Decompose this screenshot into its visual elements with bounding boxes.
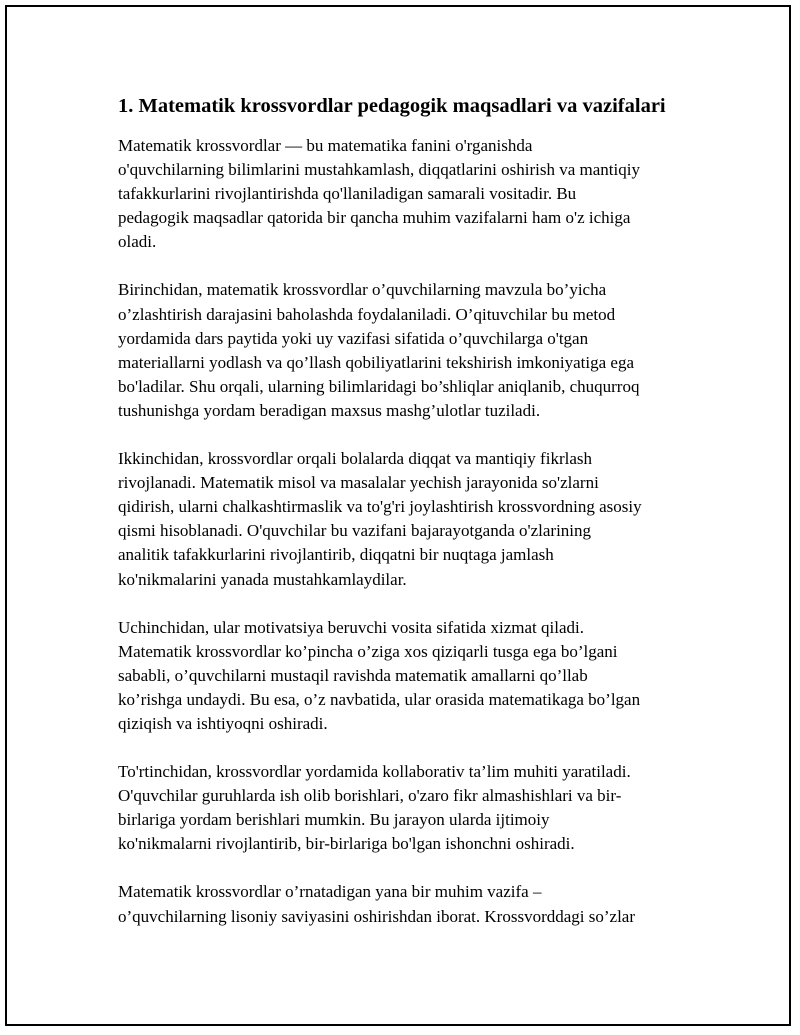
paragraph-third: Uchinchidan, ular motivatsiya beruvchi vosita sifatida xizmat qiladi. Matematik krossvordlar ko’pincha o’ziga xos qiziqarli tusga ega bo’lgani sababli, o’quvchilarni mustaqil ravishda matematik amallarni qo’llab ko’rishga undaydi. Bu esa, o’z navbatida, ular orasida matematikaga bo’lgan qiziqish va ishtiyoqni oshiradi. [118,617,641,733]
document-body [118,92,684,953]
paragraph-intro: Matematik krossvordlar — bu matematika fanini o'rganishda o'quvchilarning bilimlarini mustahkamlash, diqqatlarini oshirish va mantiqiy tafakkurlarini rivojlantirishda qo'llaniladigan samarali vositadir. Bu pedagogik maqsadlar qatorida bir qancha muhim vazifalarni ham o'z ichiga oladi. [118,136,640,252]
paragraph-first: Birinchidan, matematik krossvordlar o’quvchilarning mavzula bo’yicha o’zlashtirish darajasini baholashda foydalaniladi. O’qituvchilar bu metod yordamida dars paytida yoki uy vazifasi sifatida o’quvchilarga o'tgan materiallarni yodlash va qo’llash qobiliyatlarini tekshirish imkoniyatiga ega bo'ladilar. Shu orqali, ularning bilimlaridagi bo’shliqlar aniqlanib, chuqurroq tushunishga yordam beradigan maxsus mashg’ulotlar tuziladi. [118,280,640,420]
paragraph-fourth: To'rtinchidan, krossvordlar yordamida kollaborativ ta’lim muhiti yaratiladi. O'quvchilar guruhlarda ish olib borishlari, o'zaro fikr almashishlari va bir- birlariga yordam berishlari mumkin. Bu jarayon ularda ijtimoiy ko'nikmalarni rivojlantirib, bir-birlariga bo'lgan ishonchni oshiradi. [118,762,631,854]
paragraph-fifth: Matematik krossvordlar o’rnatadigan yana bir muhim vazifa – o’quvchilarning lisoniy saviyasini oshirishdan iborat. Krossvorddagi so’zlar [118,882,635,926]
section-heading: 1. Matematik krossvordlar pedagogik maqsadlari va vazifalari [118,95,666,117]
paragraph-second: Ikkinchidan, krossvordlar orqali bolalarda diqqat va mantiqiy fikrlash rivojlanadi. Matematik misol va masalalar yechish jarayonida so'zlarni qidirish, ularni chalkashtirmaslik va to'g'ri joylashtirish krossvordning asosiy qismi hisoblanadi. O'quvchilar bu vazifani bajarayotganda o'zlarining analitik tafakkurlarini rivojlantirib, diqqatni bir nuqtaga jamlash ko'nikmalarini yanada mustahkamlaydilar. [118,449,642,589]
